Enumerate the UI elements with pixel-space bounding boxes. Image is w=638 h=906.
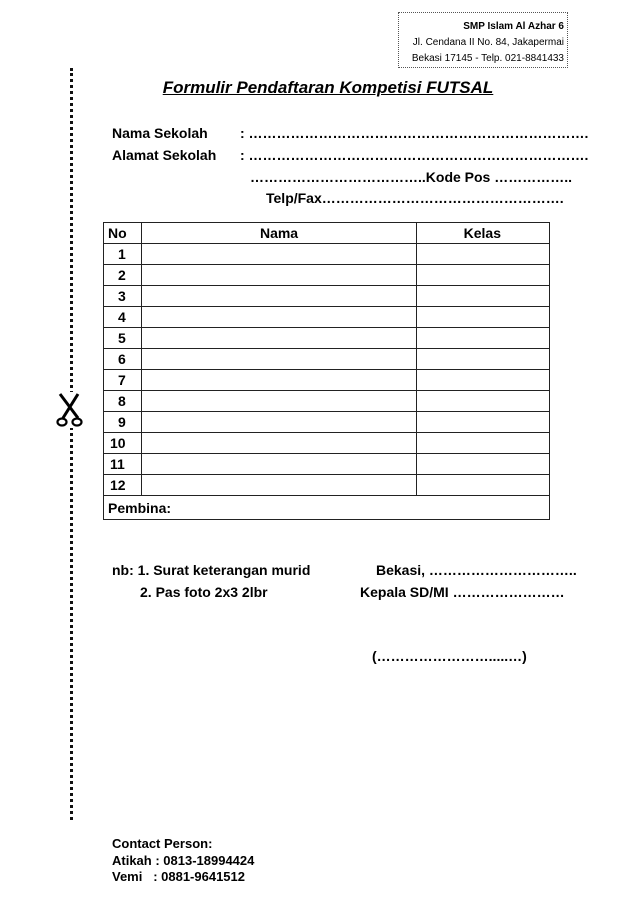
- contact-heading: Contact Person:: [112, 836, 213, 851]
- row-number: 4: [104, 307, 142, 328]
- school-address-field[interactable]: [112, 147, 588, 163]
- postal-code-line: ………………………………..Kode Pos ……………..: [250, 169, 573, 185]
- note-item-1: nb: 1. Surat keterangan murid: [112, 562, 311, 578]
- row-number: 9: [104, 412, 142, 433]
- name-cell[interactable]: [141, 265, 416, 286]
- class-cell[interactable]: [417, 307, 550, 328]
- table-row: [104, 328, 550, 349]
- principal-line: Kepala SD/MI ……………………: [360, 584, 565, 600]
- row-number: 5: [104, 328, 142, 349]
- class-cell[interactable]: [417, 286, 550, 307]
- table-row: [104, 370, 550, 391]
- class-cell[interactable]: [417, 349, 550, 370]
- row-number: 8: [104, 391, 142, 412]
- note-item-2: 2. Pas foto 2x3 2lbr: [140, 584, 268, 600]
- school-address-value: : ……………………………………………………………….: [240, 147, 589, 163]
- class-cell[interactable]: [417, 412, 550, 433]
- pembina-row: [104, 496, 550, 520]
- class-cell[interactable]: [417, 328, 550, 349]
- signature-line: (…………………….....…): [372, 648, 527, 664]
- cut-line: [70, 68, 73, 820]
- table-row: [104, 349, 550, 370]
- row-number: 1: [104, 244, 142, 265]
- name-cell[interactable]: [141, 244, 416, 265]
- contact-line-2: Vemi : 0881-9641512: [112, 869, 245, 884]
- table-row: [104, 454, 550, 475]
- class-cell[interactable]: [417, 433, 550, 454]
- name-cell[interactable]: [141, 433, 416, 454]
- name-cell[interactable]: [141, 391, 416, 412]
- table-row: [104, 433, 550, 454]
- school-name-field[interactable]: [112, 125, 588, 141]
- school-stamp-box: [398, 12, 568, 68]
- name-cell[interactable]: [141, 307, 416, 328]
- name-cell[interactable]: [141, 475, 416, 496]
- place-date-line: Bekasi, …………………………..: [376, 562, 577, 578]
- school-name-label: Nama Sekolah: [112, 125, 208, 141]
- name-cell[interactable]: [141, 454, 416, 475]
- school-address-label: Alamat Sekolah: [112, 147, 217, 163]
- header-no: No: [104, 223, 142, 244]
- table-row: [104, 391, 550, 412]
- class-cell[interactable]: [417, 265, 550, 286]
- table-header-row: [104, 223, 550, 244]
- table-row: [104, 244, 550, 265]
- row-number: 6: [104, 349, 142, 370]
- row-number: 11: [104, 454, 142, 475]
- class-cell[interactable]: [417, 391, 550, 412]
- contact-block: [112, 836, 254, 886]
- header-kelas: Kelas: [417, 223, 550, 244]
- name-cell[interactable]: [141, 349, 416, 370]
- contact-line-1: Atikah : 0813-18994424: [112, 852, 255, 868]
- scissors-icon: [54, 392, 86, 428]
- roster-table: [103, 222, 550, 520]
- name-cell[interactable]: [141, 370, 416, 391]
- table-row: [104, 412, 550, 433]
- row-number: 3: [104, 286, 142, 307]
- name-cell[interactable]: [141, 412, 416, 433]
- header-nama: Nama: [141, 223, 416, 244]
- stamp-city-phone: Bekasi 17145 - Telp. 021-8841433: [411, 53, 564, 64]
- school-name-value: : ……………………………………………………………….: [240, 125, 589, 141]
- table-row: [104, 307, 550, 328]
- table-row: [104, 475, 550, 496]
- row-number: 12: [104, 475, 142, 496]
- phone-fax-line: Telp/Fax…………………………………………….: [266, 190, 564, 206]
- phone-fax-field[interactable]: [266, 190, 564, 206]
- name-cell[interactable]: [141, 328, 416, 349]
- row-number: 2: [104, 265, 142, 286]
- class-cell[interactable]: [417, 475, 550, 496]
- pembina-label: Pembina:: [108, 499, 172, 516]
- class-cell[interactable]: [417, 454, 550, 475]
- postal-code-field[interactable]: [250, 169, 572, 185]
- class-cell[interactable]: [417, 370, 550, 391]
- class-cell[interactable]: [417, 244, 550, 265]
- stamp-school-name: SMP Islam Al Azhar 6: [463, 21, 564, 32]
- stamp-address: Jl. Cendana II No. 84, Jakapermai: [412, 37, 564, 48]
- row-number: 10: [104, 433, 142, 454]
- pembina-cell[interactable]: [104, 496, 550, 520]
- page-title: Formulir Pendaftaran Kompetisi FUTSAL: [162, 78, 494, 97]
- table-row: [104, 286, 550, 307]
- table-row: [104, 265, 550, 286]
- name-cell[interactable]: [141, 286, 416, 307]
- row-number: 7: [104, 370, 142, 391]
